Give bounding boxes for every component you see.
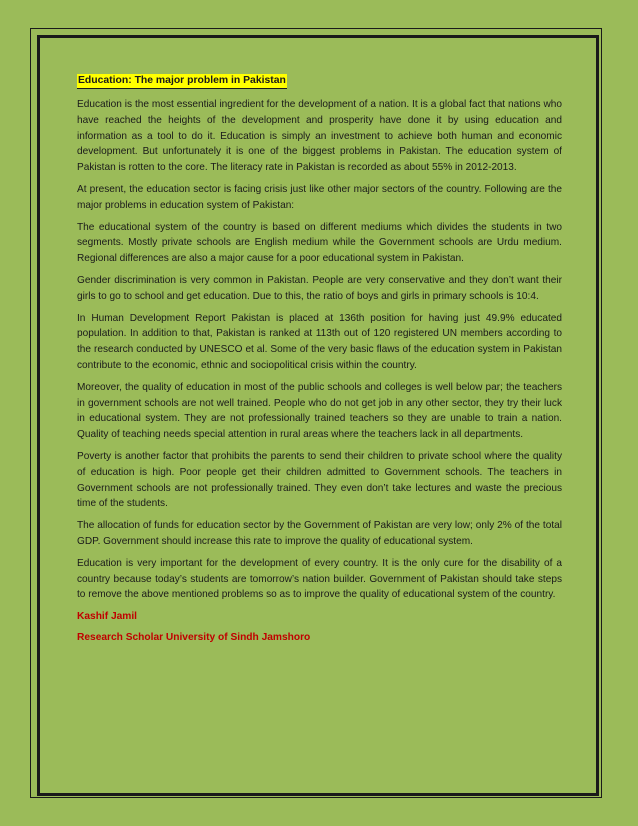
author-name: Kashif Jamil: [77, 611, 138, 623]
paragraph-conclusion: Education is very important for the development of every country. It is the only cure for the disability of a country because today’s students are tomorrow’s nation builder. Government of Pakistan should take steps to remove the above mentioned problems so as to improve the quality of educational system of the country.: [77, 557, 562, 601]
paragraph-mediums: The educational system of the country is based on different mediums which divides the students in two segments. Mostly private schools are English medium while the Government schools are Urdu medium. Regional differences are also a major cause for a poor educational system in Pakistan.: [77, 221, 562, 265]
paragraph-intro: Education is the most essential ingredient for the development of a nation. It is a global fact that nations who have reached the heights of the development and prosperity have done it by using education and information as a tool to do it. Education is simply an investment to achieve both human and economic development. But unfortunately it is one of the biggest problems in Pakistan. The education system of Pakistan is rotten to the core. The literacy rate in Pakistan is recorded as about 55% in 2012-2013.: [77, 99, 562, 174]
paragraph-poverty: Poverty is another factor that prohibits the parents to send their children to private school where the quality of education is high. Poor people get their children admitted to Government schools. The teachers in Government schools are not professionally trained. They even don’t take lectures and waste the precious time of the students.: [77, 450, 562, 510]
paragraph-hdr: In Human Development Report Pakistan is placed at 136th position for having just 49.9% educated population. In addition to that, Pakistan is ranked at 113th out of 120 registered UN members according to the research conducted by UNESCO et al. Some of the very basic flaws of the education system in Pakistan contribute to the economic, ethnic and sociopolitical crisis within the country.: [77, 312, 562, 371]
paragraph-present-crisis: At present, the education sector is facing crisis just like other major sectors of the country. Following are the major problems in education system of Pakistan:: [77, 183, 562, 211]
paragraph-funds: The allocation of funds for education sector by the Government of Pakistan are very low; only 2% of the total GDP. Government should increase this rate to improve the quality of educational system.: [77, 520, 562, 547]
author-affiliation: Research Scholar University of Sindh Jamshoro: [77, 632, 311, 644]
document-body: [77, 73, 562, 645]
paragraph-quality: Moreover, the quality of education in most of the public schools and colleges is well below par; the teachers in government schools are not well trained. People who do not get job in any other sector, they try their luck in educational system. They are not professionally trained teachers so they are unable to train a nation. Quality of teaching needs special attention in rural areas where the teachers lack in all departments.: [77, 381, 562, 441]
document-title: Education: The major problem in Pakistan: [77, 74, 287, 89]
paragraph-gender: Gender discrimination is very common in Pakistan. People are very conservative and they don’t want their girls to go to school and get education. Due to this, the ratio of boys and girls in primary schools is 10:4.: [77, 274, 562, 302]
